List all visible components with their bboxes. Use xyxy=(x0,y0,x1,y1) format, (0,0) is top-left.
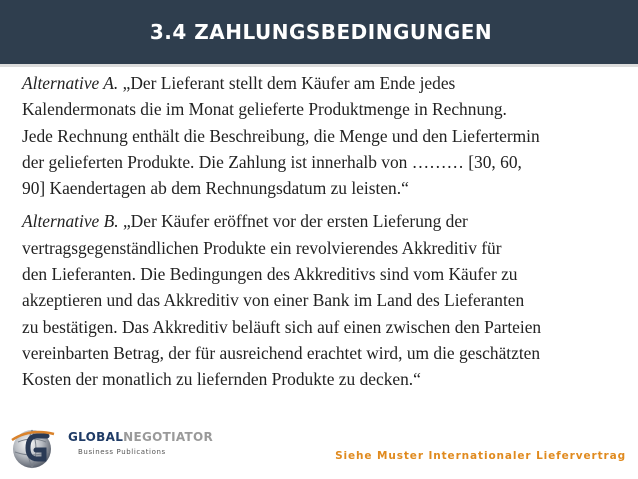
globe-g-logo-icon xyxy=(10,426,60,470)
alternative-a-line-1 xyxy=(22,70,628,96)
alternative-a-line-1-text: „Der Lieferant stellt dem Käufer am Ende jedes xyxy=(118,73,456,93)
alternative-b-line-4: akzeptieren und das Akkreditiv von einer Bank im Land des Lieferanten xyxy=(22,290,525,311)
slide-title: 3.4 ZAHLUNGSBEDINGUNGEN xyxy=(149,20,493,44)
alternative-a-line-4: der gelieferten Produkte. Die Zahlung ist innerhalb von ……… [30, 60, xyxy=(22,151,522,172)
alternative-b-line-6: vereinbarten Betrag, der für ausreichend erachtet wird, um die geschätzten xyxy=(22,342,541,363)
logo-wordmark-negotiator: NEGOTIATOR xyxy=(123,430,214,444)
alternative-a-label: Alternative A. xyxy=(22,73,119,93)
alternative-b-line-1-text: „Der Käufer eröffnet vor der ersten Lieferung der xyxy=(118,211,468,232)
alternative-b-paragraph xyxy=(22,208,628,392)
alternative-b-line-3: den Lieferanten. Die Bedingungen des Akkreditivs sind vom Käufer zu xyxy=(22,264,518,285)
alternative-b-line-7: Kosten der monatlich zu liefernden Produkte zu decken.“ xyxy=(22,369,421,390)
logo-wordmark xyxy=(68,430,213,444)
alternative-a-line-3: Jede Rechnung enthält die Beschreibung, die Menge und den Liefertermin xyxy=(22,125,540,146)
slide-footer xyxy=(0,416,638,479)
slide-header xyxy=(0,0,638,67)
logo-subtitle: Business Publications xyxy=(78,448,166,456)
logo-wordmark-global: GLOBAL xyxy=(68,430,124,444)
alternative-b-label: Alternative B. xyxy=(22,211,119,232)
slide-body xyxy=(22,70,628,393)
alternative-b-line-5: zu bestätigen. Das Akkreditiv beläuft sich auf einen zwischen den Parteien xyxy=(22,316,542,337)
alternative-a-line-2: Kalendermonats die im Monat gelieferte Produktmenge in Rechnung. xyxy=(22,99,507,120)
alternative-b-line-1 xyxy=(22,208,628,234)
alternative-b-line-2: vertragsgegenständlichen Produkte ein revolvierendes Akkreditiv für xyxy=(22,237,502,258)
sample-contract-link[interactable]: Siehe Muster Internationaler Liefervertrag xyxy=(335,450,626,462)
alternative-a-paragraph xyxy=(22,70,628,201)
globalnegotiator-logo[interactable] xyxy=(10,424,230,472)
alternative-a-line-5: 90] Kaendertagen ab dem Rechnungsdatum zu leisten.“ xyxy=(22,178,409,199)
